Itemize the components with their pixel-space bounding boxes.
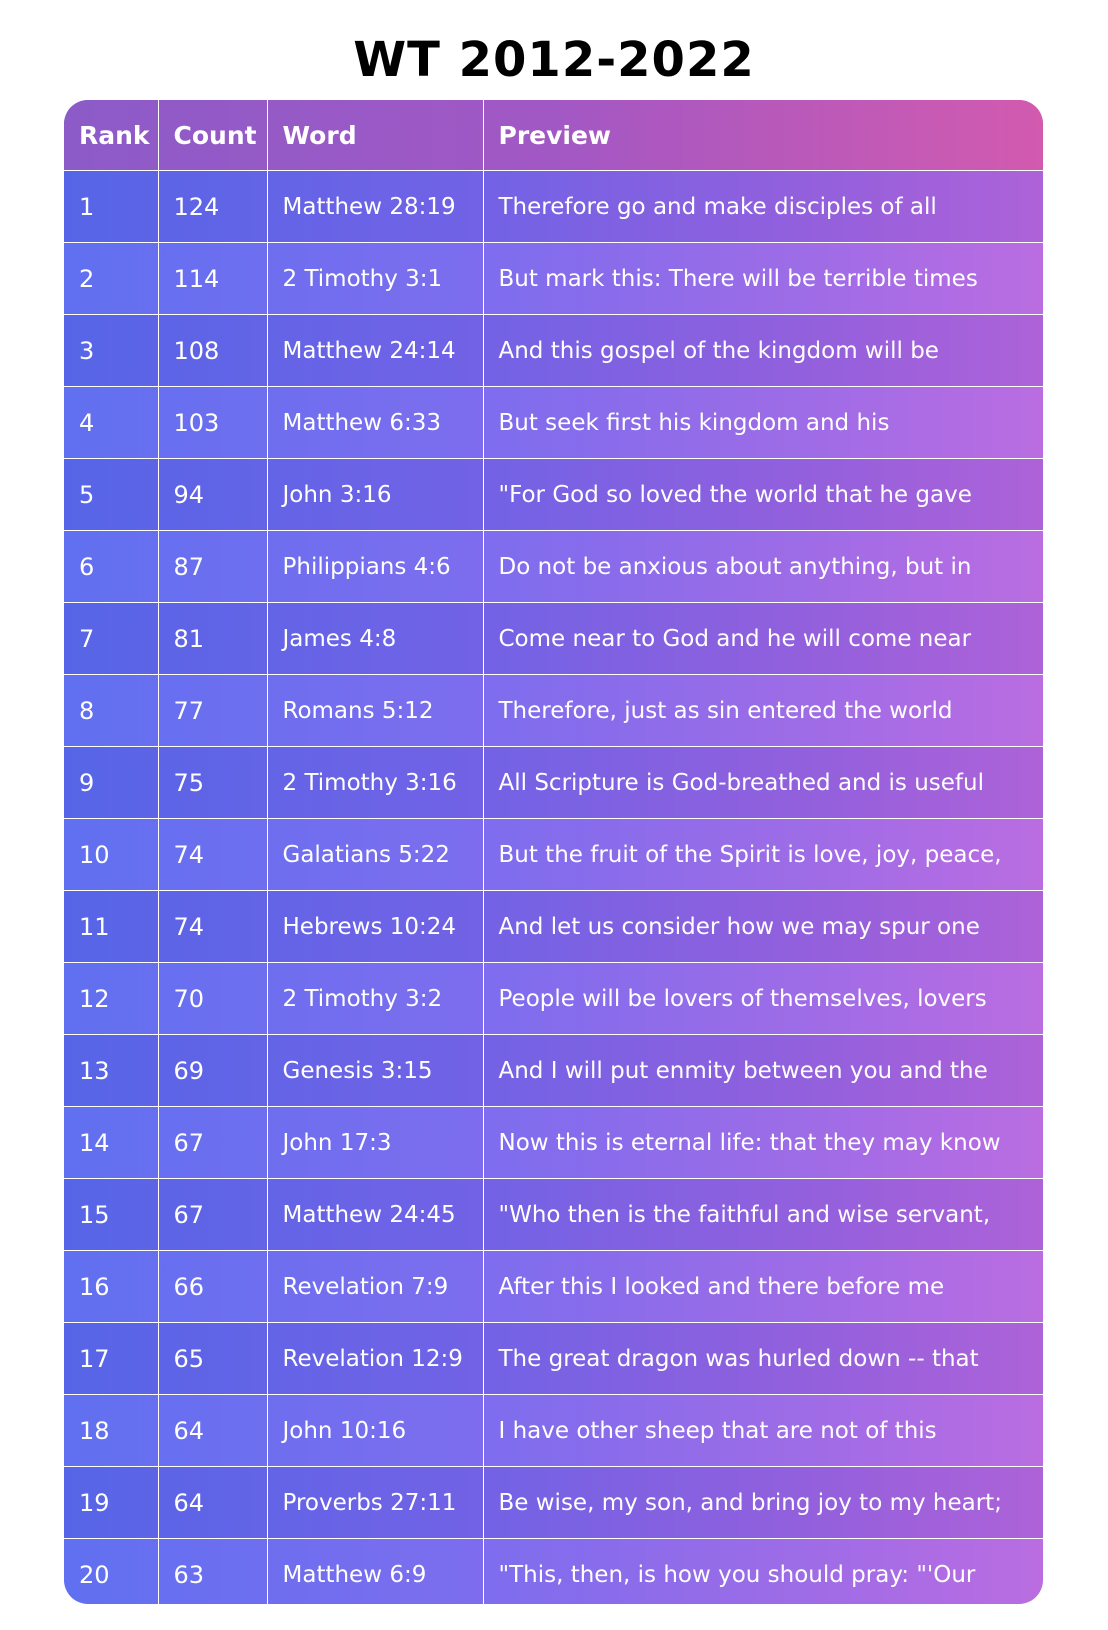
rank-cell: 2 <box>64 243 158 315</box>
count-cell: 63 <box>158 1539 267 1605</box>
count-cell: 124 <box>158 171 267 243</box>
preview-cell: Therefore, just as sin entered the world <box>483 675 1043 747</box>
count-cell: 87 <box>158 531 267 603</box>
table-row <box>64 459 1043 531</box>
count-cell: 103 <box>158 387 267 459</box>
rank-cell: 1 <box>64 171 158 243</box>
rank-cell: 7 <box>64 603 158 675</box>
count-cell: 94 <box>158 459 267 531</box>
word-cell: James 4:8 <box>267 603 483 675</box>
rank-cell: 4 <box>64 387 158 459</box>
table-row <box>64 747 1043 819</box>
rank-cell: 13 <box>64 1035 158 1107</box>
table-body <box>64 171 1043 1605</box>
table-row <box>64 1035 1043 1107</box>
table-header <box>64 100 1043 171</box>
table-row <box>64 819 1043 891</box>
rank-cell: 9 <box>64 747 158 819</box>
table-row <box>64 243 1043 315</box>
rank-cell: 14 <box>64 1107 158 1179</box>
rank-cell: 18 <box>64 1395 158 1467</box>
word-cell: Hebrews 10:24 <box>267 891 483 963</box>
count-cell: 64 <box>158 1395 267 1467</box>
preview-cell: "Who then is the faithful and wise servant, <box>483 1179 1043 1251</box>
word-cell: Proverbs 27:11 <box>267 1467 483 1539</box>
rank-cell: 5 <box>64 459 158 531</box>
word-cell: 2 Timothy 3:16 <box>267 747 483 819</box>
preview-cell: But mark this: There will be terrible times <box>483 243 1043 315</box>
rank-cell: 16 <box>64 1251 158 1323</box>
count-cell: 64 <box>158 1467 267 1539</box>
preview-cell: And let us consider how we may spur one <box>483 891 1043 963</box>
word-cell: Revelation 7:9 <box>267 1251 483 1323</box>
preview-cell: Therefore go and make disciples of all <box>483 171 1043 243</box>
header-word: Word <box>267 100 483 171</box>
preview-cell: Do not be anxious about anything, but in <box>483 531 1043 603</box>
count-cell: 67 <box>158 1179 267 1251</box>
word-cell: Galatians 5:22 <box>267 819 483 891</box>
table-row <box>64 1323 1043 1395</box>
table-row <box>64 1467 1043 1539</box>
word-cell: Matthew 6:9 <box>267 1539 483 1605</box>
count-cell: 75 <box>158 747 267 819</box>
table-row <box>64 1539 1043 1605</box>
rank-cell: 11 <box>64 891 158 963</box>
rank-cell: 8 <box>64 675 158 747</box>
count-cell: 74 <box>158 891 267 963</box>
count-cell: 69 <box>158 1035 267 1107</box>
preview-cell: I have other sheep that are not of this <box>483 1395 1043 1467</box>
header-count: Count <box>158 100 267 171</box>
preview-cell: Be wise, my son, and bring joy to my heart; <box>483 1467 1043 1539</box>
preview-cell: People will be lovers of themselves, lovers <box>483 963 1043 1035</box>
preview-cell: Now this is eternal life: that they may know <box>483 1107 1043 1179</box>
count-cell: 66 <box>158 1251 267 1323</box>
count-cell: 70 <box>158 963 267 1035</box>
count-cell: 81 <box>158 603 267 675</box>
preview-cell: Come near to God and he will come near <box>483 603 1043 675</box>
count-cell: 114 <box>158 243 267 315</box>
table-row <box>64 963 1043 1035</box>
count-cell: 77 <box>158 675 267 747</box>
word-cell: Matthew 28:19 <box>267 171 483 243</box>
table-row <box>64 891 1043 963</box>
table-row <box>64 1107 1043 1179</box>
preview-cell: After this I looked and there before me <box>483 1251 1043 1323</box>
word-cell: Philippians 4:6 <box>267 531 483 603</box>
preview-cell: The great dragon was hurled down -- that <box>483 1323 1043 1395</box>
preview-cell: And this gospel of the kingdom will be <box>483 315 1043 387</box>
count-cell: 65 <box>158 1323 267 1395</box>
table-row <box>64 1179 1043 1251</box>
preview-cell: "For God so loved the world that he gave <box>483 459 1043 531</box>
table-row <box>64 675 1043 747</box>
word-cell: 2 Timothy 3:1 <box>267 243 483 315</box>
ranking-table <box>64 100 1043 1604</box>
preview-cell: "This, then, is how you should pray: "'Our <box>498 1561 976 1588</box>
table-row <box>64 315 1043 387</box>
rank-cell: 6 <box>64 531 158 603</box>
word-cell: Romans 5:12 <box>267 675 483 747</box>
page-title: WT 2012-2022 <box>353 32 755 88</box>
preview-cell: And I will put enmity between you and the <box>483 1035 1043 1107</box>
table-row <box>64 171 1043 243</box>
header-row <box>64 100 1043 171</box>
preview-cell: But the fruit of the Spirit is love, joy, peace, <box>483 819 1043 891</box>
word-cell: John 3:16 <box>267 459 483 531</box>
header-preview: Preview <box>483 100 1043 171</box>
rank-cell: 19 <box>64 1467 158 1539</box>
count-cell: 74 <box>158 819 267 891</box>
word-cell: Matthew 24:45 <box>267 1179 483 1251</box>
table-row <box>64 387 1043 459</box>
word-cell: 2 Timothy 3:2 <box>267 963 483 1035</box>
word-cell: John 17:3 <box>267 1107 483 1179</box>
header-rank: Rank <box>64 100 158 171</box>
word-cell: Matthew 6:33 <box>267 387 483 459</box>
word-cell: Revelation 12:9 <box>267 1323 483 1395</box>
table-row <box>64 603 1043 675</box>
count-cell: 108 <box>158 315 267 387</box>
rank-cell: 15 <box>64 1179 158 1251</box>
rank-cell: 17 <box>64 1323 158 1395</box>
preview-cell: But seek first his kingdom and his <box>483 387 1043 459</box>
rank-cell: 12 <box>64 963 158 1035</box>
count-cell: 67 <box>158 1107 267 1179</box>
word-cell: John 10:16 <box>267 1395 483 1467</box>
preview-cell: All Scripture is God-breathed and is useful <box>483 747 1043 819</box>
word-cell: Genesis 3:15 <box>267 1035 483 1107</box>
table-row <box>64 1395 1043 1467</box>
table-row <box>64 1251 1043 1323</box>
rank-cell: 10 <box>64 819 158 891</box>
table-row <box>64 531 1043 603</box>
ranking-table-container <box>64 100 1043 1604</box>
word-cell: Matthew 24:14 <box>267 315 483 387</box>
rank-cell: 3 <box>64 315 158 387</box>
rank-cell: 20 <box>64 1539 158 1605</box>
